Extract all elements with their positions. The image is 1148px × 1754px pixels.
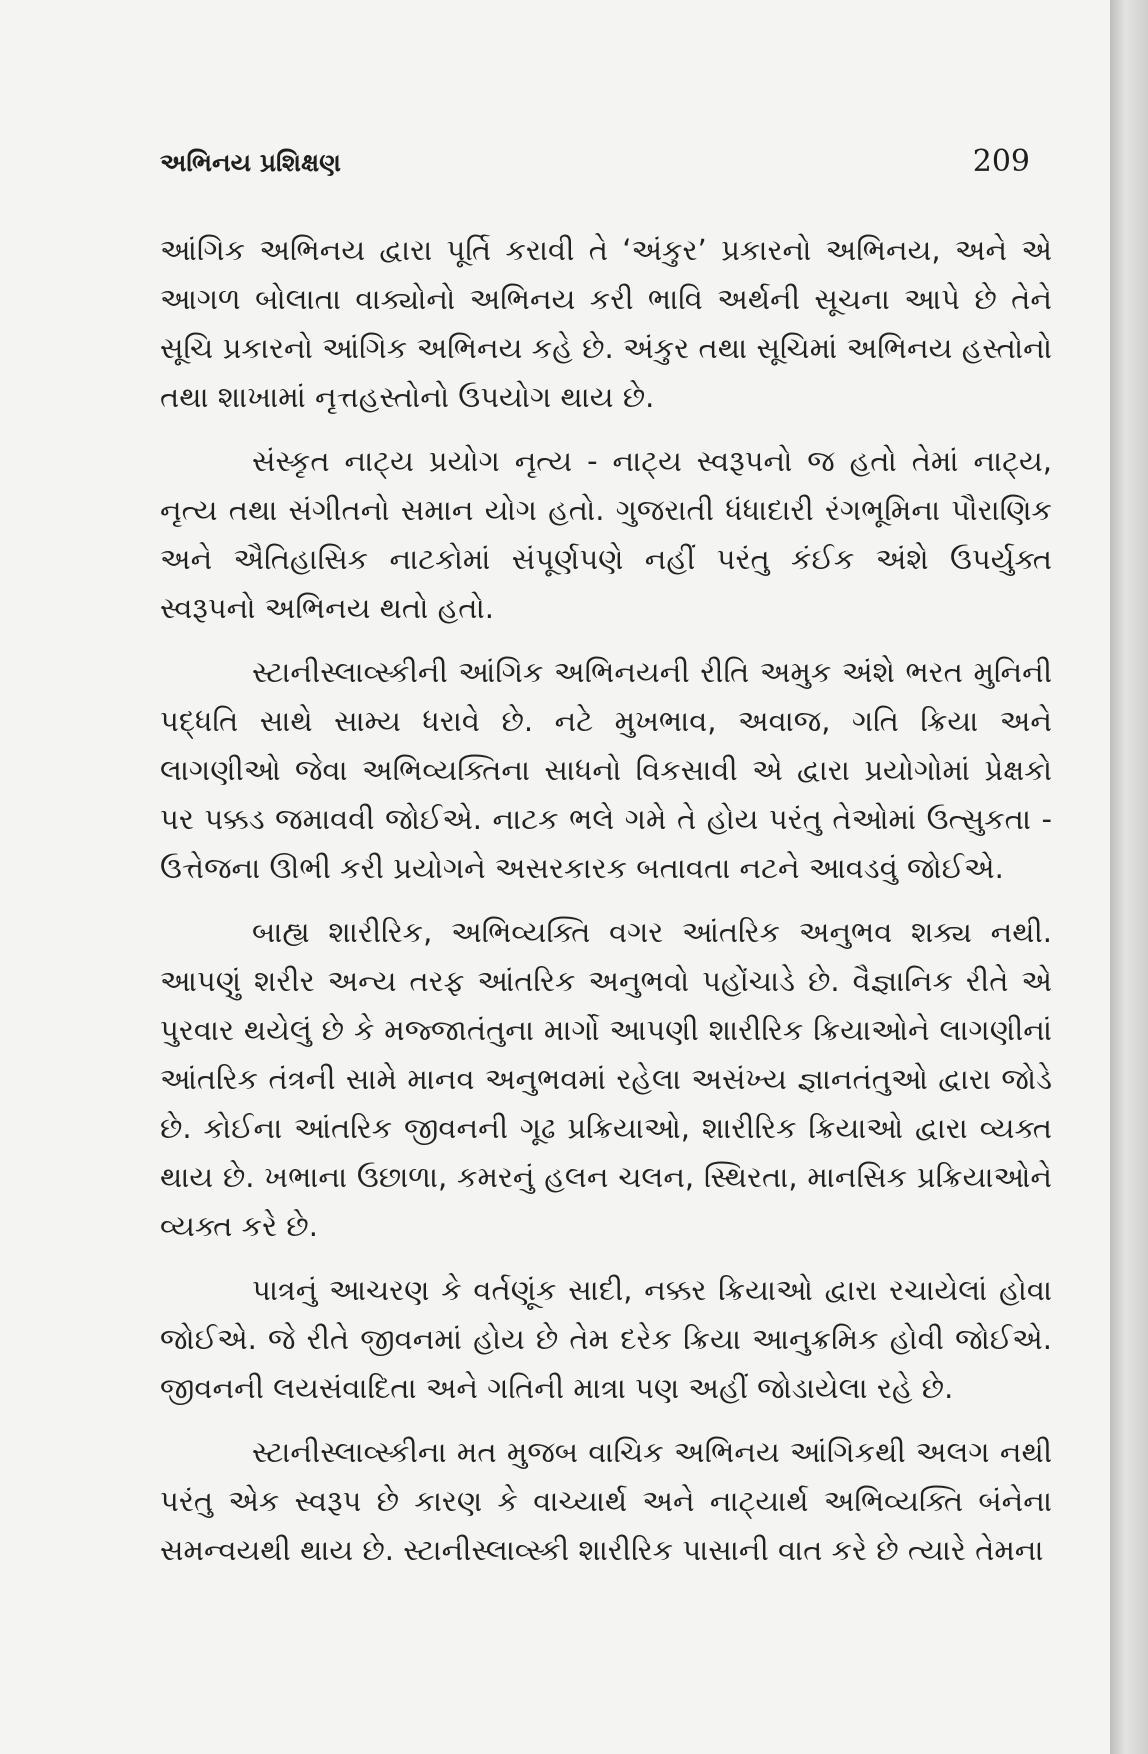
page-edge [1110, 0, 1148, 1754]
paragraph-3: સ્ટાનીસ્લાવ્સ્કીની આંગિક અભિનયની રીતિ અમુક અંશે ભરત મુનિની પદ્ધતિ સાથે સામ્ય ધરાવે છે. નટે મુખભાવ, અવાજ, ગતિ ક્રિયા અને લાગણીઓ જેવા અભિવ્યક્તિના સાધનો વિકસાવી એ દ્વારા પ્રયોગોમાં પ્રેક્ષકો પર પક્કડ જમાવવી જોઈએ. નાટક ભલે ગમે તે હોય પરંતુ તેઓમાં ઉત્સુકતા - ઉત્તેજના ઊભી કરી પ્રયોગને અસરકારક બતાવતા નટને આવડવું જોઈએ. [160, 655, 1052, 885]
page-number: 209 [972, 144, 1030, 179]
paragraph-2: સંસ્કૃત નાટ્ય પ્રયોગ નૃત્ય - નાટ્ય સ્વરૂપનો જ હતો તેમાં નાટ્ય, નૃત્ય તથા સંગીતનો સમાન યોગ હતો. ગુજરાતી ધંધાદારી રંગભૂમિના પૌરાણિક અને ઐતિહાસિક નાટકોમાં સંપૂર્ણપણે નહીં પરંતુ કંઈક અંશે ઉપર્યુક્ત સ્વરૂપનો અભિનય થતો હતો. [160, 444, 1052, 625]
paragraph-5: પાત્રનું આચરણ કે વર્તણૂંક સાદી, નક્કર ક્રિયાઓ દ્વારા રચાયેલાં હોવા જોઈએ. જે રીતે જીવનમાં હોય છે તેમ દરેક ક્રિયા આનુક્રમિક હોવી જોઈએ. જીવનની લયસંવાદિતા અને ગતિની માત્રા પણ અહીં જોડાયેલા રહે છે. [160, 1273, 1052, 1405]
paragraph-4: બાહ્ય શારીરિક, અભિવ્યક્તિ વગર આંતરિક અનુભવ શક્ય નથી. આપણું શરીર અન્ય તરફ આંતરિક અનુભવો પહોંચાડે છે. વૈજ્ઞાનિક રીતે એ પુરવાર થયેલું છે કે મજ્જાતંતુના માર્ગો આપણી શારીરિક ક્રિયાઓને લાગણીનાં આંતરિક તંત્રની સામે માનવ અનુભવમાં રહેલા અસંખ્ય જ્ઞાનતંતુઓ દ્વારા જોડે છે. કોઈના આંતરિક જીવનની ગૂઢ પ્રક્રિયાઓ, શારીરિક ક્રિયાઓ દ્વારા વ્યક્ત થાય છે. ખભાના ઉછાળા, કમરનું હલન ચલન, સ્થિરતા, માનસિક પ્રક્રિયાઓને વ્યક્ત કરે છે. [160, 915, 1052, 1243]
paragraph-6: સ્ટાનીસ્લાવ્સ્કીના મત મુજબ વાચિક અભિનય આંગિકથી અલગ નથી પરંતુ એક સ્વરૂપ છે કારણ કે વાચ્યાર્થ અને નાટ્યાર્થ અભિવ્યક્તિ બંનેના સમન્વયથી થાય છે. સ્ટાનીસ્લાવ્સ્કી શારીરિક પાસાની વાત કરે છે ત્યારે તેમના [160, 1435, 1052, 1567]
paragraph-1: આંગિક અભિનય દ્વારા પૂર્તિ કરાવી તે ‘અંકુર’ પ્રકારનો અભિનય, અને એ આગળ બોલાતા વાક્યોનો અભિનય કરી ભાવિ અર્થની સૂચના આપે છે તેને સૂચિ પ્રકારનો આંગિક અભિનય કહે છે. અંકુર તથા સૂચિમાં અભિનય હસ્તોનો તથા શાખામાં નૃત્તહસ્તોનો ઉપયોગ થાય છે. [160, 233, 1052, 414]
running-title: અભિનય પ્રશિક્ષણ [160, 148, 341, 177]
body-text [160, 226, 1052, 1590]
